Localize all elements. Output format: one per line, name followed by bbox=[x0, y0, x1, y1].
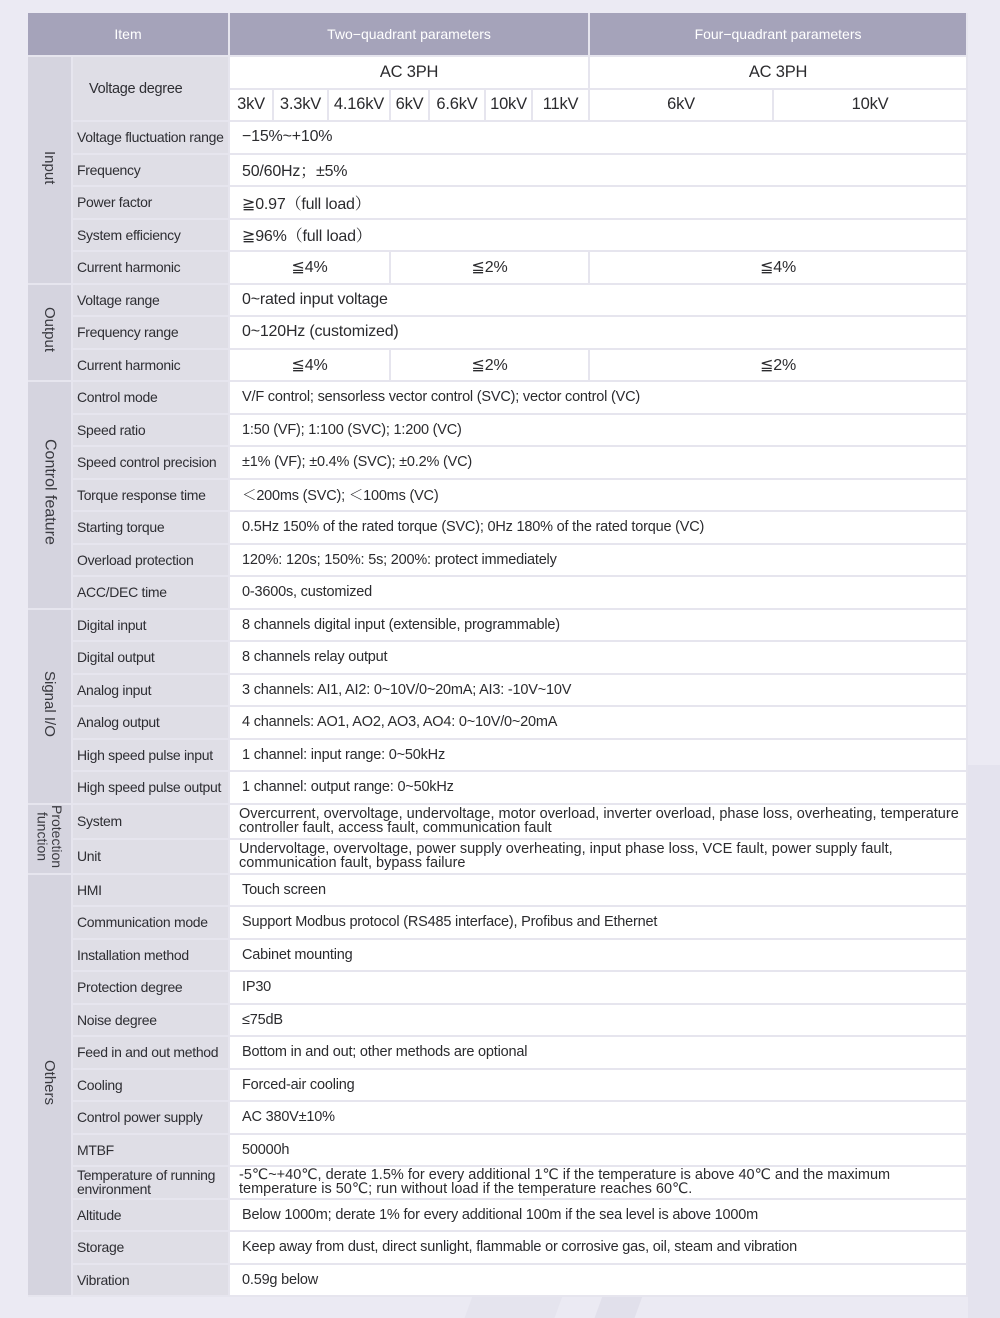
table-row bbox=[28, 187, 968, 220]
table-row bbox=[28, 220, 968, 253]
table-row bbox=[28, 155, 968, 188]
header-four-quadrant: Four−quadrant parameters bbox=[590, 13, 968, 57]
row-label: Temperature of running environment bbox=[73, 1167, 230, 1200]
voltage-level: 6kV bbox=[590, 90, 774, 123]
category-protection-function bbox=[28, 805, 73, 875]
row-value: V/F control; sensorless vector control (SVC); vector control (VC) bbox=[230, 382, 968, 415]
voltage-level: 3kV bbox=[230, 90, 274, 123]
harmonic-two-quadrant-high: ≦2% bbox=[391, 252, 590, 285]
table-row bbox=[28, 1005, 968, 1038]
row-value: 0~120Hz (customized) bbox=[230, 317, 968, 350]
voltage-level: 3.3kV bbox=[274, 90, 329, 123]
row-value: Keep away from dust, direct sunlight, flammable or corrosive gas, oil, steam and vibration bbox=[230, 1232, 968, 1265]
harmonic-two-quadrant-low: ≦4% bbox=[230, 350, 391, 383]
header-item: Item bbox=[28, 13, 230, 57]
row-label: HMI bbox=[73, 875, 230, 908]
row-value: 50000h bbox=[230, 1135, 968, 1168]
voltage-level: 4.16kV bbox=[329, 90, 391, 123]
header-two-quadrant: Two−quadrant parameters bbox=[230, 13, 590, 57]
row-label: Digital output bbox=[73, 642, 230, 675]
table-row bbox=[28, 1070, 968, 1103]
category-label: Others bbox=[41, 1059, 58, 1105]
table-row bbox=[28, 252, 968, 285]
category-label bbox=[35, 805, 64, 868]
row-value: 1 channel: output range: 0~50kHz bbox=[230, 772, 968, 805]
category-label-line1: Protection bbox=[49, 804, 66, 868]
table-row bbox=[28, 1135, 968, 1168]
harmonic-four-quadrant: ≦2% bbox=[590, 350, 968, 383]
row-label: Overload protection bbox=[73, 545, 230, 578]
voltage-level: 6.6kV bbox=[430, 90, 486, 123]
row-value: 1:50 (VF); 1:100 (SVC); 1:200 (VC) bbox=[230, 415, 968, 448]
table-row bbox=[28, 940, 968, 973]
category-others bbox=[28, 875, 73, 1298]
category-input bbox=[28, 57, 73, 285]
row-value: Overcurrent, overvoltage, undervoltage, motor overload, inverter overload, phase loss, overheating, temperature controller fault, access fault, communication fault bbox=[230, 805, 968, 840]
row-label: Communication mode bbox=[73, 907, 230, 940]
table-row bbox=[28, 875, 968, 908]
row-label: Current harmonic bbox=[73, 252, 230, 285]
row-value: ±1% (VF); ±0.4% (SVC); ±0.2% (VC) bbox=[230, 447, 968, 480]
row-value: Undervoltage, overvoltage, power supply overheating, input phase loss, VCE fault, power supply fault, communication fault, bypass failure bbox=[230, 840, 968, 875]
row-value: 0~rated input voltage bbox=[230, 285, 968, 318]
row-label: Unit bbox=[73, 840, 230, 875]
table-row bbox=[28, 1037, 968, 1070]
row-label: Installation method bbox=[73, 940, 230, 973]
row-label: Voltage degree bbox=[73, 57, 230, 122]
row-value: Forced-air cooling bbox=[230, 1070, 968, 1103]
voltage-level: 11kV bbox=[533, 90, 590, 123]
two-quadrant-phase: AC 3PH bbox=[230, 57, 590, 90]
specification-table bbox=[28, 13, 968, 1297]
row-label: Control power supply bbox=[73, 1102, 230, 1135]
table-row bbox=[28, 382, 968, 415]
row-label: Altitude bbox=[73, 1200, 230, 1233]
row-value: Below 1000m; derate 1% for every additional 100m if the sea level is above 1000m bbox=[230, 1200, 968, 1233]
row-value: AC 380V±10% bbox=[230, 1102, 968, 1135]
table-row bbox=[28, 675, 968, 708]
row-label: Torque response time bbox=[73, 480, 230, 513]
row-label: Speed ratio bbox=[73, 415, 230, 448]
row-value: 3 channels: AI1, AI2: 0~10V/0~20mA; AI3: -10V~10V bbox=[230, 675, 968, 708]
row-label: Feed in and out method bbox=[73, 1037, 230, 1070]
four-quadrant-phase: AC 3PH bbox=[590, 57, 968, 90]
row-label: System efficiency bbox=[73, 220, 230, 253]
row-value: Support Modbus protocol (RS485 interface), Profibus and Ethernet bbox=[230, 907, 968, 940]
table-row bbox=[28, 740, 968, 773]
table-row bbox=[28, 480, 968, 513]
row-value: 0.59g below bbox=[230, 1265, 968, 1298]
table-row bbox=[28, 805, 968, 840]
spec-sheet bbox=[28, 13, 968, 1297]
table-row bbox=[28, 707, 968, 740]
category-label-line2: function bbox=[34, 811, 51, 861]
table-header-row bbox=[28, 13, 968, 57]
row-value: 8 channels digital input (extensible, programmable) bbox=[230, 610, 968, 643]
table-row bbox=[28, 1102, 968, 1135]
row-label: Vibration bbox=[73, 1265, 230, 1298]
table-row bbox=[28, 545, 968, 578]
row-label: Speed control precision bbox=[73, 447, 230, 480]
row-value: ≧0.97（full load） bbox=[230, 187, 968, 220]
category-label: Input bbox=[41, 150, 58, 184]
row-label: Frequency bbox=[73, 155, 230, 188]
row-label: Protection degree bbox=[73, 972, 230, 1005]
row-label: High speed pulse input bbox=[73, 740, 230, 773]
row-label: System bbox=[73, 805, 230, 840]
row-value: 1 channel: input range: 0~50kHz bbox=[230, 740, 968, 773]
row-label: Starting torque bbox=[73, 512, 230, 545]
row-label: ACC/DEC time bbox=[73, 577, 230, 610]
harmonic-two-quadrant-high: ≦2% bbox=[391, 350, 590, 383]
row-value: 0.5Hz 150% of the rated torque (SVC); 0Hz 180% of the rated torque (VC) bbox=[230, 512, 968, 545]
row-label: High speed pulse output bbox=[73, 772, 230, 805]
row-label: Frequency range bbox=[73, 317, 230, 350]
row-label: Storage bbox=[73, 1232, 230, 1265]
category-control-feature bbox=[28, 382, 73, 610]
table-row bbox=[28, 1232, 968, 1265]
row-label: Noise degree bbox=[73, 1005, 230, 1038]
row-value: ≧96%（full load） bbox=[230, 220, 968, 253]
voltage-level: 10kV bbox=[486, 90, 533, 123]
row-value: ＜200ms (SVC); ＜100ms (VC) bbox=[230, 480, 968, 513]
table-row bbox=[28, 577, 968, 610]
table-row bbox=[28, 1265, 968, 1298]
row-label: Analog output bbox=[73, 707, 230, 740]
table-row bbox=[28, 350, 968, 383]
table-row bbox=[28, 57, 968, 90]
table-row bbox=[28, 317, 968, 350]
row-value: Touch screen bbox=[230, 875, 968, 908]
row-label: Analog input bbox=[73, 675, 230, 708]
table-row bbox=[28, 512, 968, 545]
row-label: Cooling bbox=[73, 1070, 230, 1103]
table-row bbox=[28, 1167, 968, 1200]
table-row bbox=[28, 1200, 968, 1233]
row-label: Digital input bbox=[73, 610, 230, 643]
voltage-level: 10kV bbox=[774, 90, 968, 123]
table-row bbox=[28, 972, 968, 1005]
row-label: Voltage range bbox=[73, 285, 230, 318]
row-value: ≤75dB bbox=[230, 1005, 968, 1038]
row-label: Voltage fluctuation range bbox=[73, 122, 230, 155]
table-row bbox=[28, 285, 968, 318]
row-value: −15%~+10% bbox=[230, 122, 968, 155]
row-value: Bottom in and out; other methods are optional bbox=[230, 1037, 968, 1070]
category-label: Control feature bbox=[41, 439, 59, 546]
table-row bbox=[28, 772, 968, 805]
category-label: Output bbox=[41, 307, 58, 353]
harmonic-four-quadrant: ≦4% bbox=[590, 252, 968, 285]
row-value: Cabinet mounting bbox=[230, 940, 968, 973]
row-value: -5℃~+40℃, derate 1.5% for every additional 1℃ if the temperature is above 40℃ and the maximum temperature is 50℃; run without load if the temperature reaches 60℃. bbox=[230, 1167, 968, 1200]
row-value: 4 channels: AO1, AO2, AO3, AO4: 0~10V/0~20mA bbox=[230, 707, 968, 740]
table-row bbox=[28, 840, 968, 875]
category-signal-io bbox=[28, 610, 73, 805]
row-label: Current harmonic bbox=[73, 350, 230, 383]
row-value: 0-3600s, customized bbox=[230, 577, 968, 610]
row-value: 8 channels relay output bbox=[230, 642, 968, 675]
table-row bbox=[28, 447, 968, 480]
table-row bbox=[28, 907, 968, 940]
row-label: MTBF bbox=[73, 1135, 230, 1168]
category-label: Signal I/O bbox=[41, 670, 58, 737]
voltage-level: 6kV bbox=[391, 90, 430, 123]
row-value: 120%: 120s; 150%: 5s; 200%: protect immediately bbox=[230, 545, 968, 578]
background-panel bbox=[968, 765, 1000, 1318]
row-value: 50/60Hz；±5% bbox=[230, 155, 968, 188]
category-output bbox=[28, 285, 73, 383]
harmonic-two-quadrant-low: ≦4% bbox=[230, 252, 391, 285]
table-row bbox=[28, 122, 968, 155]
row-label: Control mode bbox=[73, 382, 230, 415]
row-value: IP30 bbox=[230, 972, 968, 1005]
row-label: Power factor bbox=[73, 187, 230, 220]
table-row bbox=[28, 610, 968, 643]
table-row bbox=[28, 642, 968, 675]
table-row bbox=[28, 415, 968, 448]
